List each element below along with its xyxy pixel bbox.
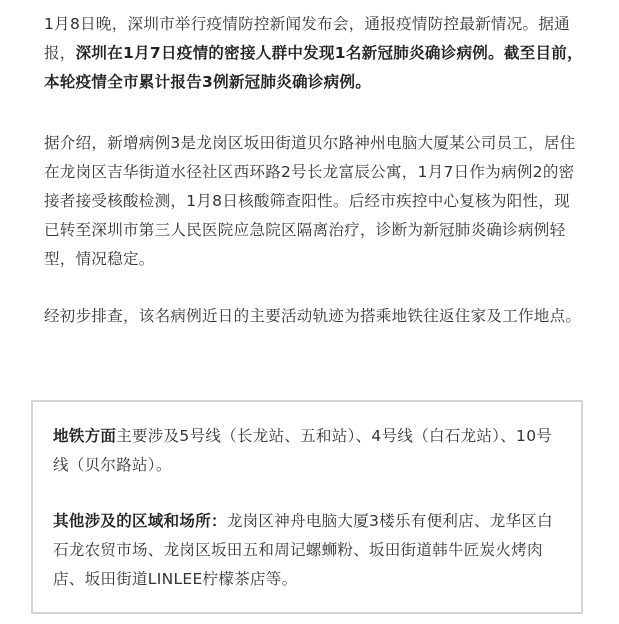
other-locations-text: 龙岗区神舟电脑大厦3楼乐有便利店、龙华区白石龙农贸市场、龙岗区坂田五和周记螺蛳粉、坂田街道韩牛匠炭火烤肉店、坂田街道LINLEE柠檬茶店等。 xyxy=(53,512,553,588)
metro-text: 主要涉及5号线（长龙站、五和站）、4号线（白石龙站）、10号线（贝尔路站）。 xyxy=(53,427,553,474)
exposure-locations-box xyxy=(31,400,583,614)
case-detail-paragraph: 据介绍，新增病例3是龙岗区坂田街道贝尔路神州电脑大厦某公司员工，居住在龙岗区吉华街道水径社区西环路2号长龙富辰公寓，1月7日作为病例2的密接者接受核酸检测，1月8日核酸筛查阳性。后经市疾控中心复核为阳性，现已转至深圳市第三人民医院应急院区隔离治疗，诊断为新冠肺炎确诊病例轻型，情况稳定。 xyxy=(44,134,576,268)
other-locations-paragraph xyxy=(53,507,567,594)
article-body xyxy=(44,10,584,331)
exposure-locations-content xyxy=(53,422,567,594)
intro-lead: 1月8日晚，深圳市举行疫情防控新闻发布会，通报疫情防控最新情况。据通报， xyxy=(44,15,570,62)
investigation-paragraph: 经初步排查，该名病例近日的主要活动轨迹为搭乘地铁往返住家及工作地点。 xyxy=(44,307,582,325)
metro-label: 地铁方面 xyxy=(53,427,117,445)
intro-highlight: 深圳在1月7日疫情的密接人群中发现1名新冠肺炎确诊病例。截至目前，本轮疫情全市累计报告3例新冠肺炎确诊病例。 xyxy=(44,44,583,91)
intro-paragraph xyxy=(44,10,584,97)
metro-paragraph xyxy=(53,422,567,480)
other-locations-label: 其他涉及的区域和场所： xyxy=(53,512,227,530)
